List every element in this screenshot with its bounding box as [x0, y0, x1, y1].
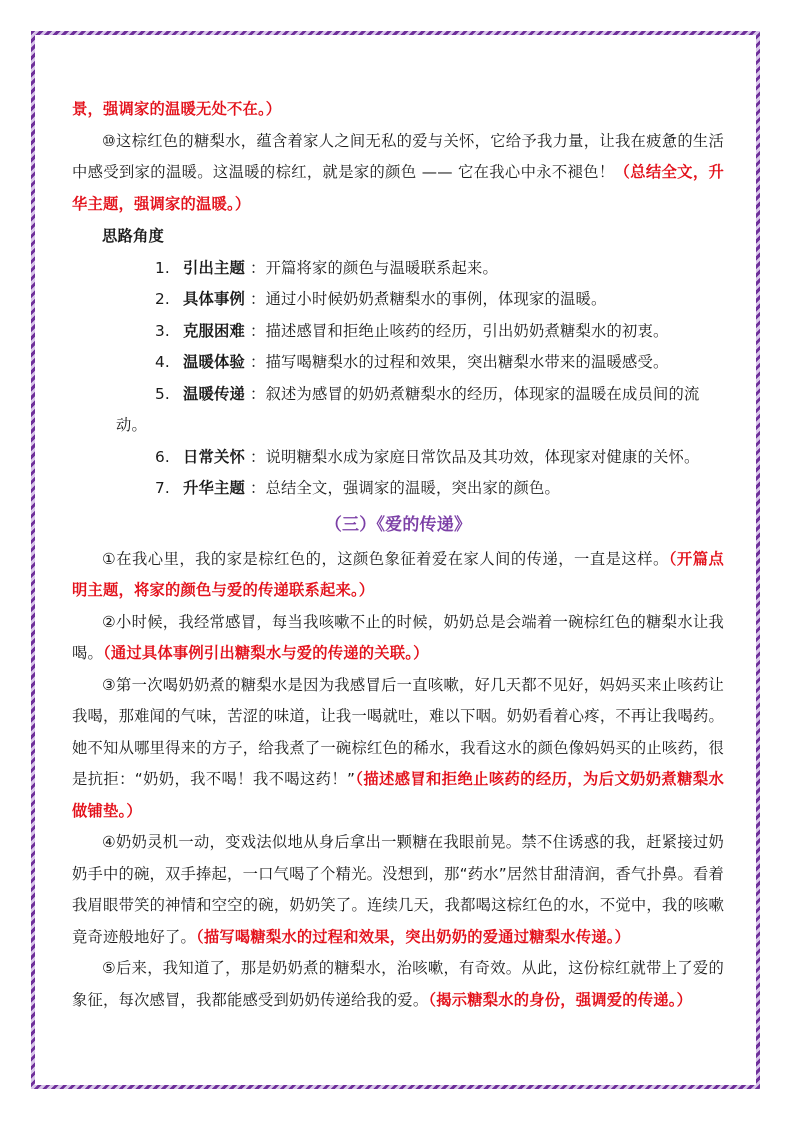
paragraph-text: ⑩这棕红色的糖梨水，蕴含着家人之间无私的爱与关怀，它给予我力量，让我在疲惫的生活中感受到家的温暖。这温暖的棕红，就是家的颜色 —— 它在我心中永不褪色！: [72, 131, 724, 181]
item-number: 1.: [155, 258, 170, 277]
item-term: 具体事例: [183, 290, 245, 308]
item-description: 说明糖梨水成为家庭日常饮品及其功效，体现家对健康的关怀。: [265, 447, 700, 466]
section-paragraph: [72, 544, 724, 607]
item-separator: ：: [245, 258, 266, 277]
item-number: 6.: [155, 447, 170, 466]
outline-item: [72, 347, 724, 379]
outline-item: [72, 473, 724, 505]
section-paragraph: [72, 827, 724, 953]
annotation: （通过具体事例引出糖梨水与爱的传递的关联。）: [103, 644, 429, 662]
paragraph-text: ④奶奶灵机一动，变戏法似地从身后拿出一颗糖在我眼前晃。禁不住诱惑的我，赶紧接过奶奶手中的碗，双手捧起，一口气喝了个精光。没想到，那“药水”居然甘甜清润，香气扑鼻。看着我眉眼带笑的神情和空空的碗，奶奶笑了。连续几天，我都喝这棕红色的水，不觉中，我的咳嗽竟奇迹般地好了。: [72, 833, 724, 946]
item-description: 通过小时候奶奶煮糖梨水的事例，体现家的温暖。: [265, 290, 607, 308]
section-paragraph: [72, 953, 724, 1016]
item-number: 2.: [155, 290, 170, 308]
item-term: 温暖传递: [183, 384, 245, 403]
annotation: （总结全文，升华主题，强调家的温暖。）: [72, 163, 724, 213]
section-paragraph: [72, 670, 724, 828]
item-description: 叙述为感冒的奶奶煮糖梨水的经历，体现家的温暖在成员间的流: [265, 384, 700, 403]
outline-list-continued: [72, 442, 724, 505]
paragraph-text: ⑤后来，我知道了，那是奶奶煮的糖梨水，治咳嗽，有奇效。从此，这份棕红就带上了爱的象征，每次感冒，我都能感受到奶奶传递给我的爱。: [72, 959, 724, 1009]
item-description: 总结全文，强调家的温暖，突出家的颜色。: [265, 479, 561, 497]
item-term: 日常关怀: [183, 447, 245, 466]
paragraph-10: [72, 126, 724, 221]
annotation: （揭示糖梨水的身份，强调爱的传递。）: [428, 990, 693, 1009]
section-paragraph: [72, 607, 724, 670]
document-content: [72, 94, 724, 1016]
outline-item: [72, 284, 724, 316]
outline-item: [72, 316, 724, 348]
outline-heading: 思路角度: [102, 227, 164, 245]
annotation: （描述感冒和拒绝止咳药的经历，为后文奶奶煮糖梨水做铺垫。）: [72, 770, 724, 820]
section-title: （三）《爱的传递》: [324, 514, 472, 535]
item-separator: ：: [245, 384, 266, 403]
item-number: 7.: [155, 479, 170, 497]
item-separator: ：: [245, 290, 266, 308]
paragraph-text: ②小时候，我经常感冒，每当我咳嗽不止的时候，奶奶总是会端着一碗棕红色的糖梨水让我喝。: [72, 612, 724, 662]
item-term: 升华主题: [183, 479, 245, 497]
item-number: 5.: [155, 384, 170, 403]
item-description: 开篇将家的颜色与温暖联系起来。: [265, 258, 499, 277]
item-description-continued: 动。: [116, 416, 147, 434]
item-separator: ：: [245, 479, 266, 497]
item-description: 描述感冒和拒绝止咳药的经历，引出奶奶煮糖梨水的初衷。: [265, 321, 669, 340]
paragraph-text: ①在我心里，我的家是棕红色的，这颜色象征着爱在家人间的传递，一直是这样。: [102, 549, 669, 568]
item-term: 克服困难: [183, 321, 245, 340]
paragraph-continued: [72, 94, 724, 126]
item-term: 温暖体验: [183, 353, 245, 371]
annotation: （开篇点明主题，将家的颜色与爱的传递联系起来。）: [72, 549, 724, 599]
outline-item: [72, 379, 724, 411]
item-number: 3.: [155, 321, 170, 340]
paragraph-text: ③第一次喝奶奶煮的糖梨水是因为我感冒后一直咳嗽，好几天都不见好，妈妈买来止咳药让我喝，那难闻的气味，苦涩的味道，让我一喝就吐，难以下咽。奶奶看着心疼，不再让我喝药。她不知从哪里得来的方子，给我煮了一碗棕红色的稀水，我看这水的颜色像妈妈买的止咳药，很是抗拒：“奶奶，我不喝！我不喝这药！”: [72, 675, 724, 788]
annotation: （描写喝糖梨水的过程和效果，突出奶奶的爱通过糖梨水传递。）: [195, 927, 631, 946]
item-description: 描写喝糖梨水的过程和效果，突出糖梨水带来的温暖感受。: [265, 353, 669, 371]
item-separator: ：: [245, 447, 266, 466]
outline-list: [72, 253, 724, 411]
item-separator: ：: [245, 353, 266, 371]
item-number: 4.: [155, 353, 170, 371]
outline-item: [72, 442, 724, 474]
item-separator: ：: [245, 321, 266, 340]
item-term: 引出主题: [183, 258, 245, 277]
annotation: 景，强调家的温暖无处不在。）: [72, 100, 282, 118]
outline-item: [72, 253, 724, 285]
